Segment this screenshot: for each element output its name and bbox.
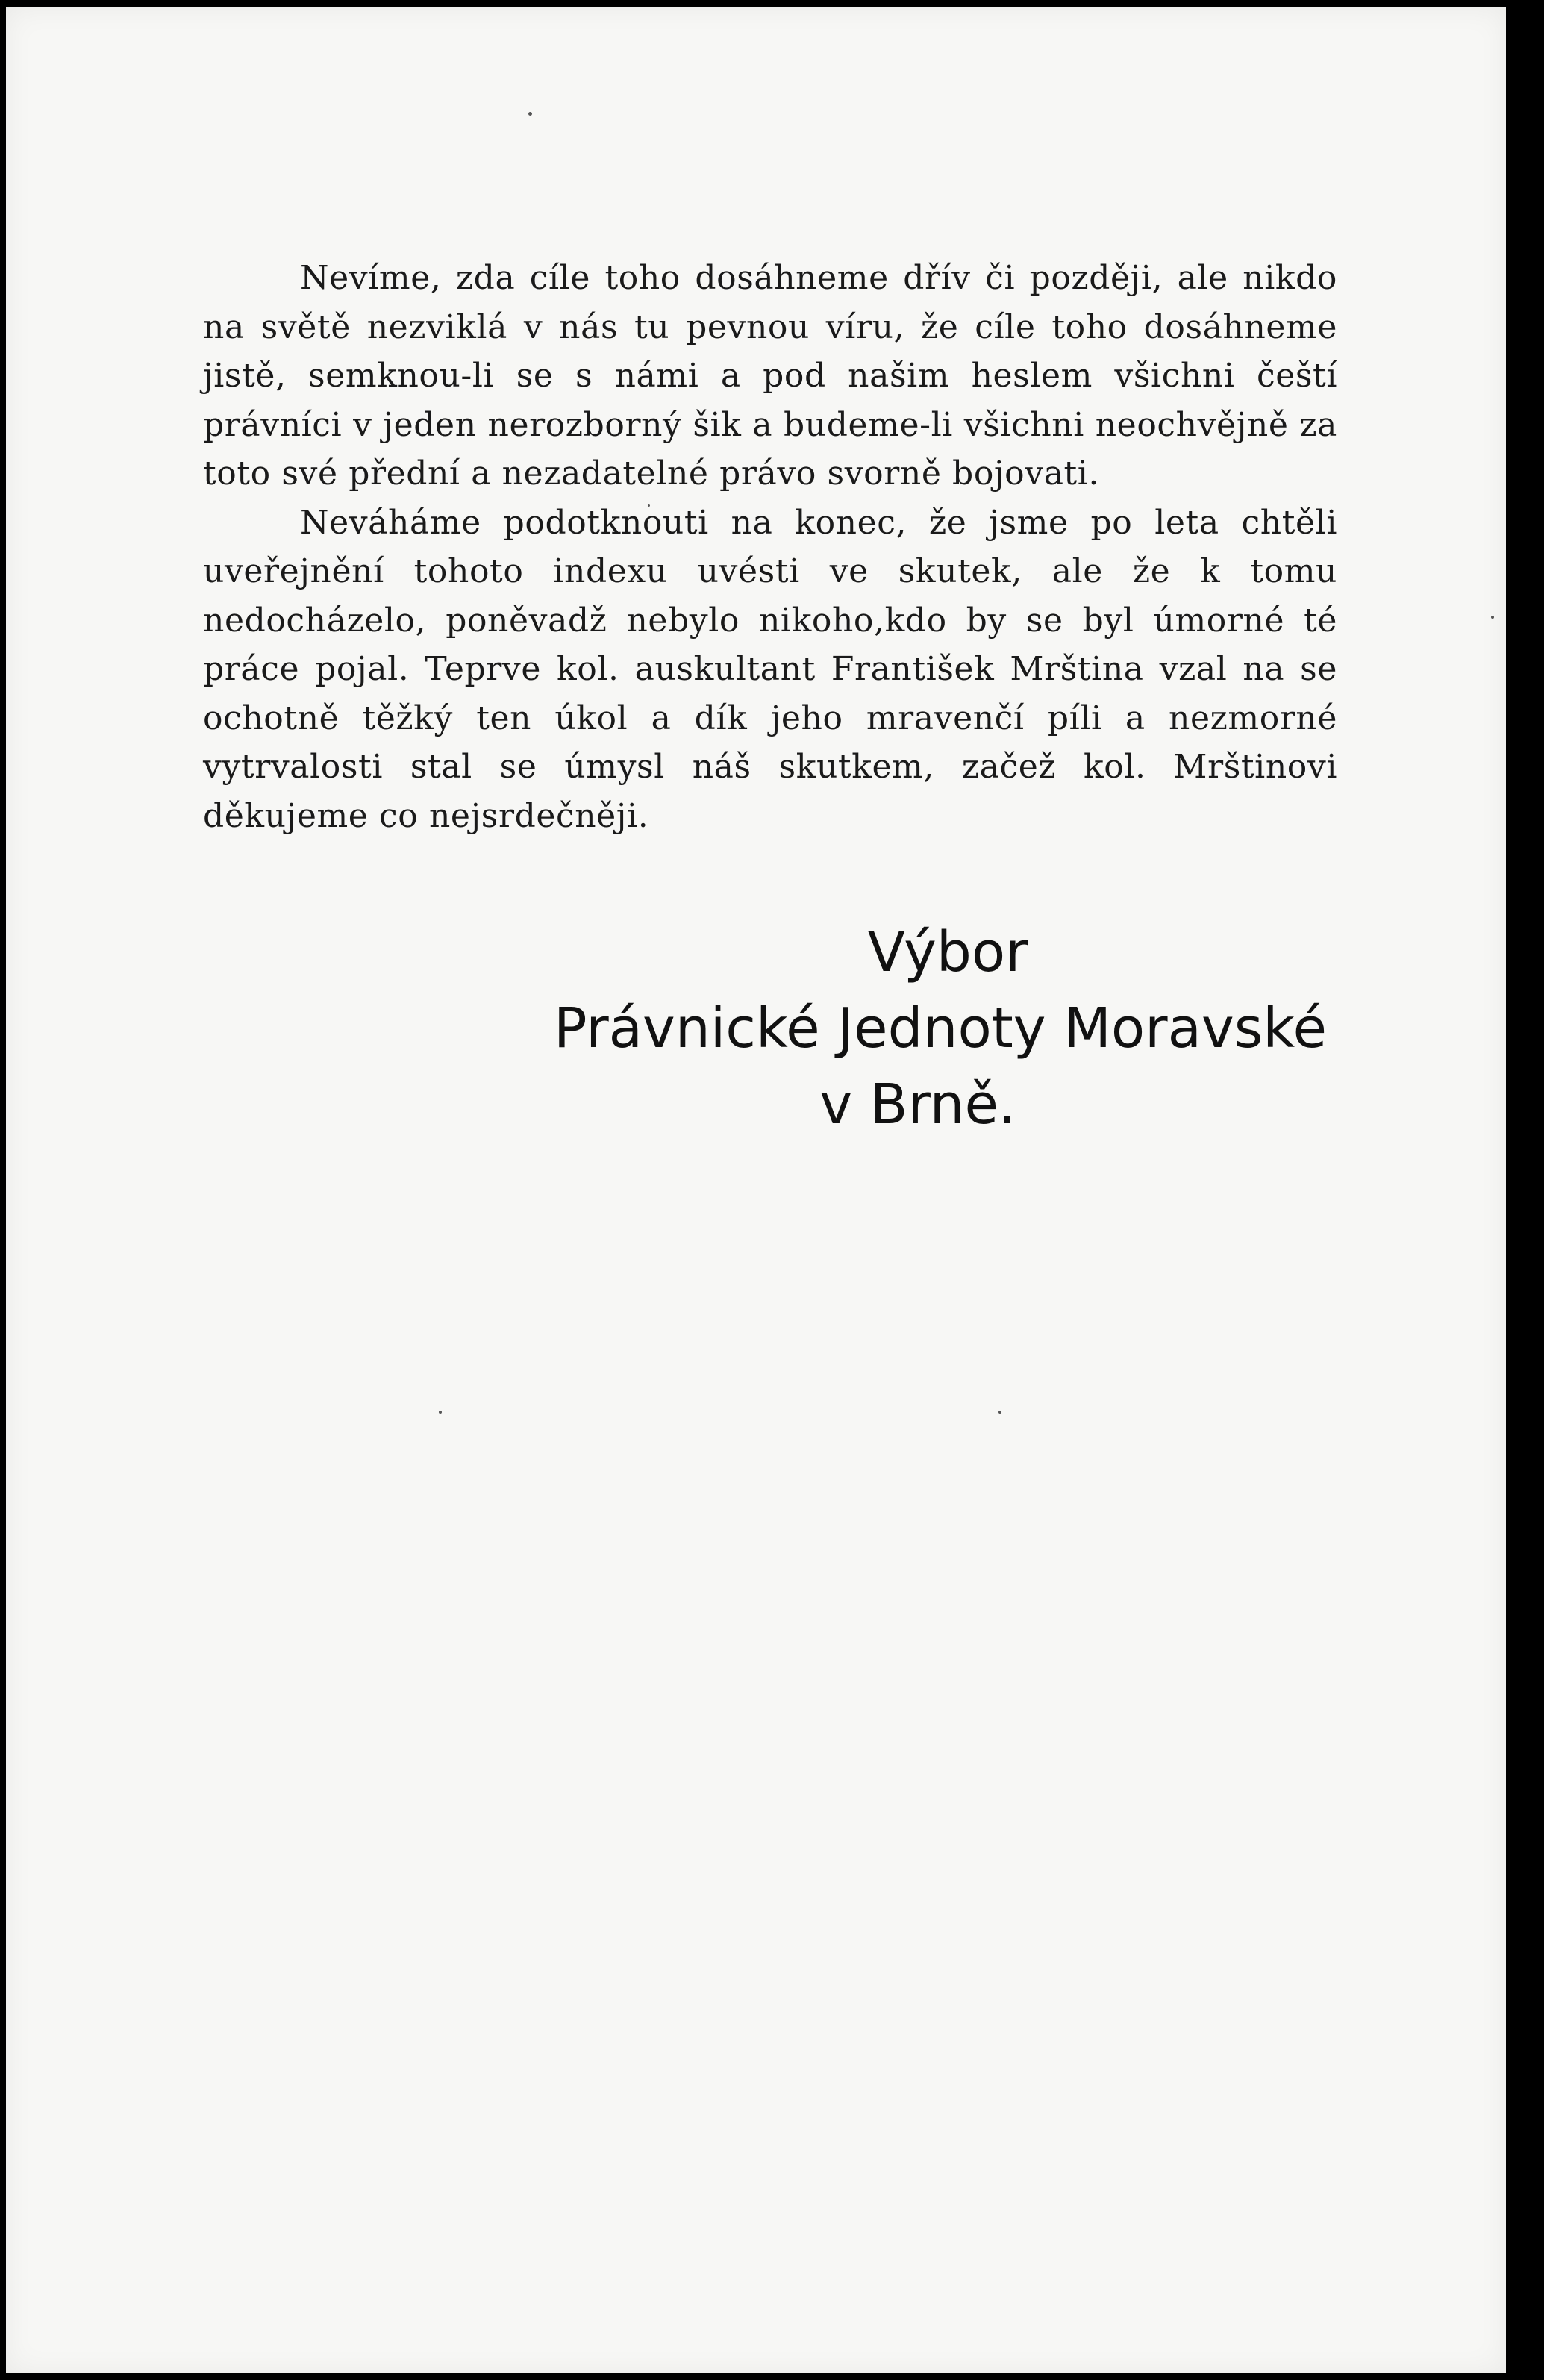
signature-line-1: Výbor — [867, 920, 1028, 984]
ink-speck — [1491, 616, 1494, 619]
body-text — [203, 254, 1337, 840]
scan-border — [1506, 0, 1544, 2380]
signature-block — [522, 914, 1358, 1143]
ink-speck — [998, 1411, 1001, 1414]
signature-line-3: v Brně. — [819, 1072, 1016, 1137]
paragraph-1: Nevíme, zda cíle toho dosáhneme dřív či později, ale nikdo na světě nezviklá v nás tu pevnou víru, že cíle toho dosáhneme jistě, semknou-li se s námi a pod našim heslem všichni čeští právníci v jeden nerozborný šik a budeme-li všichni neochvějně za toto své přední a nezadatelné právo svorně bojovati. — [203, 259, 1337, 493]
ink-speck — [439, 1411, 442, 1414]
paragraph-2: Neváháme podotknouti na konec, že jsme po leta chtěli uveřejnění tohoto indexu uvésti ve skutek, ale že k tomu nedocházelo, poněvadž nebylo nikoho,kdo by se byl úmorné té práce pojal. Teprve kol. auskultant František Mrština vzal na se ochotně těžký ten úkol a dík jeho mravenčí píli a nezmorné vytrvalosti stal se úmysl náš skutkem, začež kol. Mrštinovi děkujeme co nejsrdečněji. — [203, 503, 1337, 835]
signature-line-2: Právnické Jednoty Moravské — [553, 996, 1328, 1061]
ink-speck — [528, 112, 532, 116]
